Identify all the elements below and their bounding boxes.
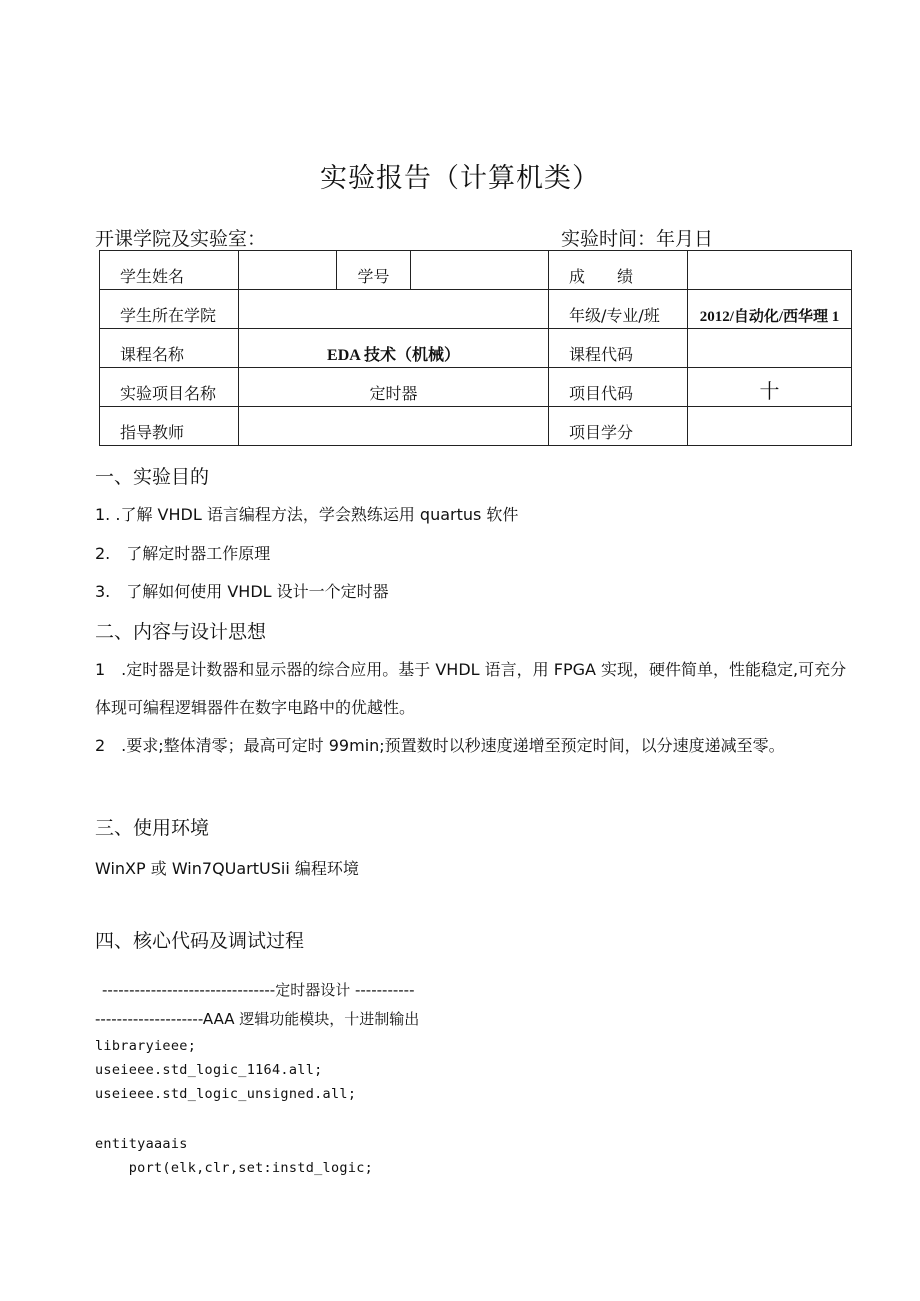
list-item: 2. 了解定时器工作原理 bbox=[95, 544, 271, 563]
environment-text: WinXP 或 Win7QUartUSii 编程环境 bbox=[95, 859, 359, 878]
grade-label: 年级/专业/班 bbox=[569, 306, 660, 325]
student-name-value-cell bbox=[239, 251, 337, 290]
list-item: 1. .了解 VHDL 语言编程方法，学会熟练运用 quartus 软件 bbox=[95, 505, 519, 524]
college-label-cell bbox=[100, 290, 239, 329]
college-value-cell bbox=[239, 290, 549, 329]
project-name-value: 定时器 bbox=[369, 384, 418, 403]
course-code-label: 课程代码 bbox=[569, 345, 634, 364]
info-table bbox=[99, 250, 852, 446]
paragraph-line: 2 .要求;整体清零；最高可定时 99min;预置数时以秒速度递增至预定时间，以分速度递减至零。 bbox=[95, 736, 785, 755]
paragraph-line: 体现可编程逻辑器件在数字电路中的优越性。 bbox=[95, 698, 416, 717]
credit-value-cell bbox=[688, 407, 852, 446]
section-3-heading: 三、使用环境 bbox=[95, 817, 210, 839]
code-line: useieee.std_logic_1164.all; bbox=[95, 1062, 323, 1078]
score-label-cell bbox=[549, 251, 688, 290]
section-4-heading: 四、核心代码及调试过程 bbox=[95, 930, 305, 952]
course-name-value: EDA 技术（机械） bbox=[327, 347, 460, 364]
table-row bbox=[100, 368, 852, 407]
project-code-label: 项目代码 bbox=[569, 384, 634, 403]
list-item: 3. 了解如何使用 VHDL 设计一个定时器 bbox=[95, 582, 389, 601]
code-line: useieee.std_logic_unsigned.all; bbox=[95, 1086, 357, 1102]
teacher-label: 指导教师 bbox=[120, 423, 185, 442]
course-name-label-cell bbox=[100, 329, 239, 368]
score-value-cell bbox=[688, 251, 852, 290]
table-row bbox=[100, 329, 852, 368]
experiment-time-label: 实验时间：年月日 bbox=[561, 228, 714, 250]
student-id-label: 学号 bbox=[357, 267, 390, 286]
code-comment-line: --------------------------------定时器设计 ----------- bbox=[102, 981, 415, 999]
project-name-label-cell bbox=[100, 368, 239, 407]
code-line: entityaaais bbox=[95, 1136, 188, 1152]
credit-label: 项目学分 bbox=[569, 423, 634, 442]
course-code-value-cell bbox=[688, 329, 852, 368]
student-id-label-cell bbox=[337, 251, 411, 290]
student-college-label: 学生所在学院 bbox=[120, 306, 217, 325]
project-name-label: 实验项目名称 bbox=[120, 384, 217, 403]
project-code-value-cell bbox=[688, 368, 852, 407]
college-lab-label: 开课学院及实验室： bbox=[95, 228, 267, 250]
grade-value-cell bbox=[688, 290, 852, 329]
section-2-heading: 二、内容与设计思想 bbox=[95, 621, 267, 643]
student-name-label-cell bbox=[100, 251, 239, 290]
course-name-label: 课程名称 bbox=[120, 345, 185, 364]
code-comment-line: --------------------AAA 逻辑功能模块，十进制输出 bbox=[95, 1010, 420, 1028]
course-code-label-cell bbox=[549, 329, 688, 368]
table-row bbox=[100, 407, 852, 446]
table-row bbox=[100, 290, 852, 329]
score-label: 成 绩 bbox=[569, 267, 634, 286]
credit-label-cell bbox=[549, 407, 688, 446]
teacher-label-cell bbox=[100, 407, 239, 446]
project-code-label-cell bbox=[549, 368, 688, 407]
teacher-value-cell bbox=[239, 407, 549, 446]
project-code-value: 十 bbox=[759, 379, 780, 403]
code-line: port(elk,clr,set:instd_logic; bbox=[95, 1160, 374, 1176]
page-title: 实验报告（计算机类） bbox=[320, 163, 600, 194]
code-line: libraryieee; bbox=[95, 1038, 197, 1054]
paragraph-line: 1 .定时器是计数器和显示器的综合应用。基于 VHDL 语言，用 FPGA 实现，硬件简单，性能稳定,可充分 bbox=[95, 660, 847, 679]
table-row bbox=[100, 251, 852, 290]
student-id-value-cell bbox=[411, 251, 549, 290]
grade-label-cell bbox=[549, 290, 688, 329]
section-1-heading: 一、实验目的 bbox=[95, 466, 210, 488]
student-name-label: 学生姓名 bbox=[120, 267, 185, 286]
course-name-value-cell bbox=[239, 329, 549, 368]
grade-value: 2012/自动化/西华理 1 bbox=[699, 309, 840, 325]
project-name-value-cell bbox=[239, 368, 549, 407]
